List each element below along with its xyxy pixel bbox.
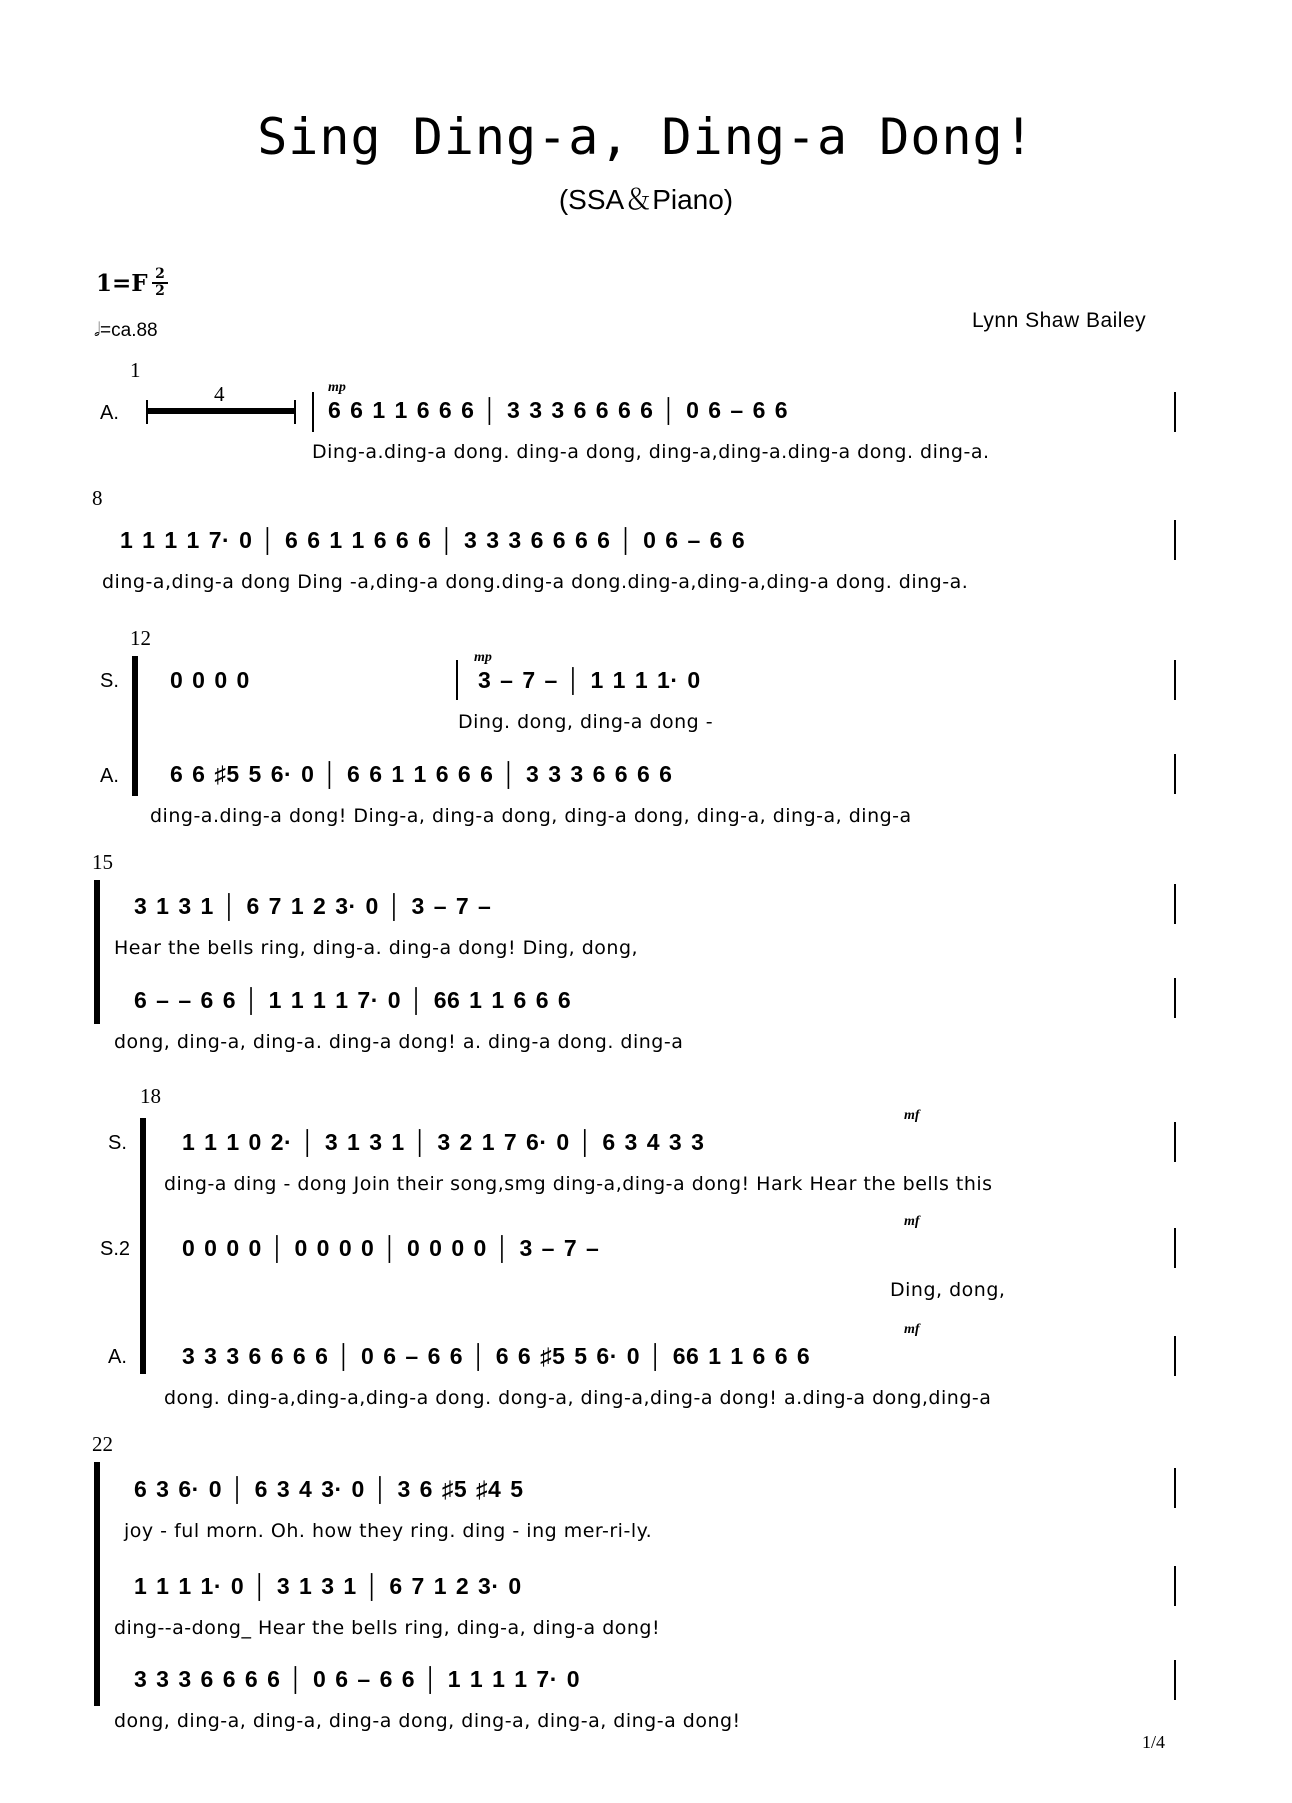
note-line: 1 1 1 1· 0 │ 3 1 3 1 │ 6 7 1 2 3· 0	[134, 1573, 522, 1599]
part-label: A.	[100, 765, 119, 787]
barline	[312, 392, 314, 432]
note-line: 0 0 0 0	[170, 667, 250, 693]
barline	[1174, 1468, 1176, 1508]
dynamic-marking: mp	[474, 650, 492, 665]
measure-number: 8	[92, 486, 103, 510]
part-label: A.	[100, 402, 119, 424]
part-label: S.2	[100, 1238, 131, 1260]
measure-number: 15	[92, 850, 113, 874]
bracket	[140, 1118, 146, 1374]
part-label: S.	[108, 1132, 127, 1154]
note-line: 6 6 ♯5 5 6· 0 │ 6 6 1 1 6 6 6 │ 3 3 3 6 6 6 6	[170, 761, 673, 787]
dynamic-marking: mf	[904, 1322, 920, 1337]
barline	[1174, 884, 1176, 924]
time-signature	[152, 268, 168, 298]
note-line: 3 1 3 1 │ 6 7 1 2 3· 0 │ 3 – 7 –	[134, 893, 492, 919]
part-label: S.	[100, 670, 119, 692]
barline	[1174, 754, 1176, 794]
lyric-line: dong. ding-a,ding-a,ding-a dong. dong-a, ding-a,ding-a dong! a.ding-a dong,ding-a	[164, 1387, 992, 1409]
note-line: 6 – – 6 6 │ 1 1 1 1 7· 0 │ 66 1 1 6 6 6	[134, 987, 572, 1013]
note-line: 3 – 7 – │ 1 1 1 1· 0	[478, 667, 701, 693]
multi-rest-count: 4	[214, 382, 225, 406]
lyric-line: Ding, dong,	[890, 1279, 1006, 1301]
lyric-line: ding-a ding - dong Join their song,smg ding-a,ding-a dong! Hark Hear the bells this	[164, 1173, 993, 1195]
barline	[1174, 978, 1176, 1018]
part-label: A.	[108, 1346, 127, 1368]
lyric-line: ding-a.ding-a dong! Ding-a, ding-a dong, ding-a dong, ding-a, ding-a, ding-a	[150, 805, 912, 827]
bracket	[94, 1462, 100, 1706]
tempo-marking: 𝅗𝅥=ca.88	[94, 320, 158, 341]
measure-number: 12	[130, 626, 151, 650]
lyric-line: Ding. dong, ding-a dong -	[458, 711, 714, 733]
bracket	[94, 880, 100, 1024]
bracket	[132, 656, 138, 796]
lyric-line: ding--a-dong_ Hear the bells ring, ding-a, ding-a dong!	[114, 1617, 661, 1639]
dynamic-marking: mf	[904, 1214, 920, 1229]
page-number: 1/4	[1142, 1732, 1166, 1752]
barline	[1174, 660, 1176, 700]
key-signature: 1=F	[96, 270, 148, 297]
page-title: Sing Ding-a, Ding-a Dong!	[257, 108, 1035, 166]
barline	[1174, 1660, 1176, 1700]
composer: Lynn Shaw Bailey	[972, 309, 1147, 332]
page-subtitle: (SSA＆Piano)	[558, 184, 734, 215]
dynamic-marking: mf	[904, 1108, 920, 1123]
measure-number: 22	[92, 1432, 113, 1456]
note-line: 3 3 3 6 6 6 6 │ 0 6 – 6 6 │ 1 1 1 1 7· 0	[134, 1666, 581, 1692]
barline	[1174, 1336, 1176, 1376]
measure-number: 1	[130, 358, 141, 382]
note-line: 3 3 3 6 6 6 6 │ 0 6 – 6 6 │ 6 6 ♯5 5 6· 0 │ 66 1 1 6 6 6	[182, 1343, 811, 1369]
measure-number: 18	[140, 1084, 161, 1108]
lyric-line: dong, ding-a, ding-a. ding-a dong! a. ding-a dong. ding-a	[114, 1031, 684, 1053]
note-line: 6 3 6· 0 │ 6 3 4 3· 0 │ 3 6 ♯5 ♯4 5	[134, 1476, 524, 1502]
lyric-line: Ding-a.ding-a dong. ding-a dong, ding-a,ding-a.ding-a dong. ding-a.	[312, 441, 990, 463]
lyric-line: ding-a,ding-a dong Ding -a,ding-a dong.ding-a dong.ding-a,ding-a,ding-a dong. ding-a.	[102, 571, 969, 593]
barline	[1174, 520, 1176, 560]
barline	[1174, 392, 1176, 432]
lyric-line: joy - ful morn. Oh. how they ring. ding - ing mer-ri-ly.	[124, 1520, 653, 1542]
note-line: 1 1 1 1 7· 0 │ 6 6 1 1 6 6 6 │ 3 3 3 6 6 6 6 │ 0 6 – 6 6	[120, 527, 746, 553]
note-line: 6 6 1 1 6 6 6 │ 3 3 3 6 6 6 6 │ 0 6 – 6 6	[328, 397, 789, 423]
time-signature-bottom: 2	[155, 283, 165, 299]
rest-bar-right	[294, 400, 296, 424]
barline	[1174, 1228, 1176, 1268]
multi-rest-bar	[146, 408, 296, 414]
lyric-line: Hear the bells ring, ding-a. ding-a dong! Ding, dong,	[114, 937, 639, 959]
dynamic-marking: mp	[328, 380, 346, 395]
lyric-line: dong, ding-a, ding-a, ding-a dong, ding-a, ding-a, ding-a dong!	[114, 1710, 741, 1732]
barline	[1174, 1566, 1176, 1606]
barline	[1174, 1122, 1176, 1162]
barline	[456, 660, 458, 700]
note-line: 1 1 1 0 2· │ 3 1 3 1 │ 3 2 1 7 6· 0 │ 6 3 4 3 3	[182, 1129, 705, 1155]
time-signature-top: 2	[155, 266, 165, 282]
note-line: 0 0 0 0 │ 0 0 0 0 │ 0 0 0 0 │ 3 – 7 –	[182, 1235, 600, 1261]
